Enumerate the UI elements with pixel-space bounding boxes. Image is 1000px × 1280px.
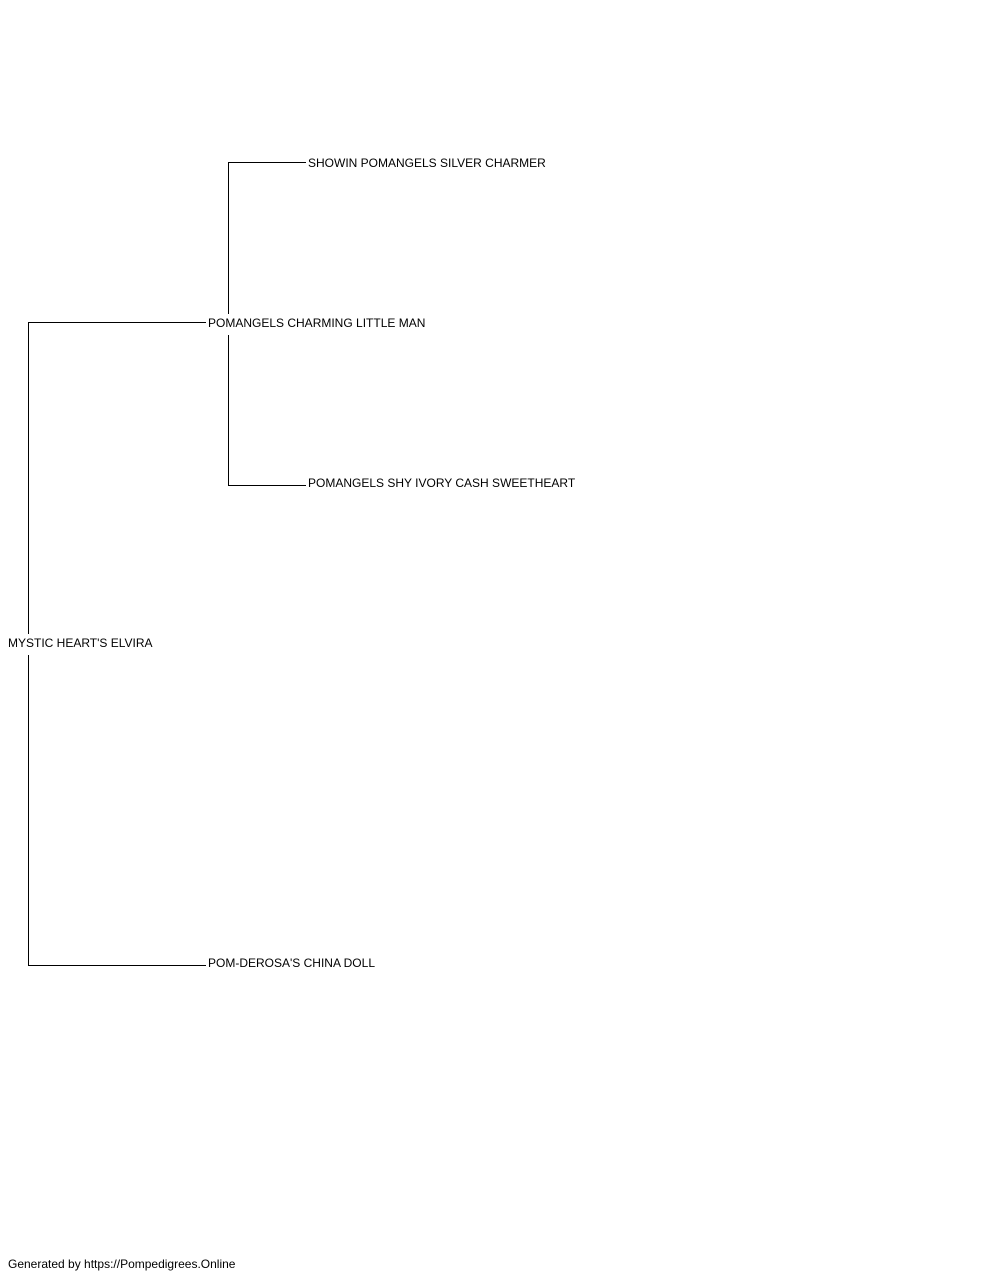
generated-by-footer: Generated by https://Pompedigrees.Online (8, 1257, 236, 1271)
sire-name: POMANGELS CHARMING LITTLE MAN (208, 316, 426, 331)
sire-dam-name: POMANGELS SHY IVORY CASH SWEETHEART (308, 476, 576, 491)
dam-name: POM-DEROSA'S CHINA DOLL (208, 956, 375, 971)
sire-sire-name: SHOWIN POMANGELS SILVER CHARMER (308, 156, 546, 171)
subject-name: MYSTIC HEART'S ELVIRA (8, 636, 153, 651)
